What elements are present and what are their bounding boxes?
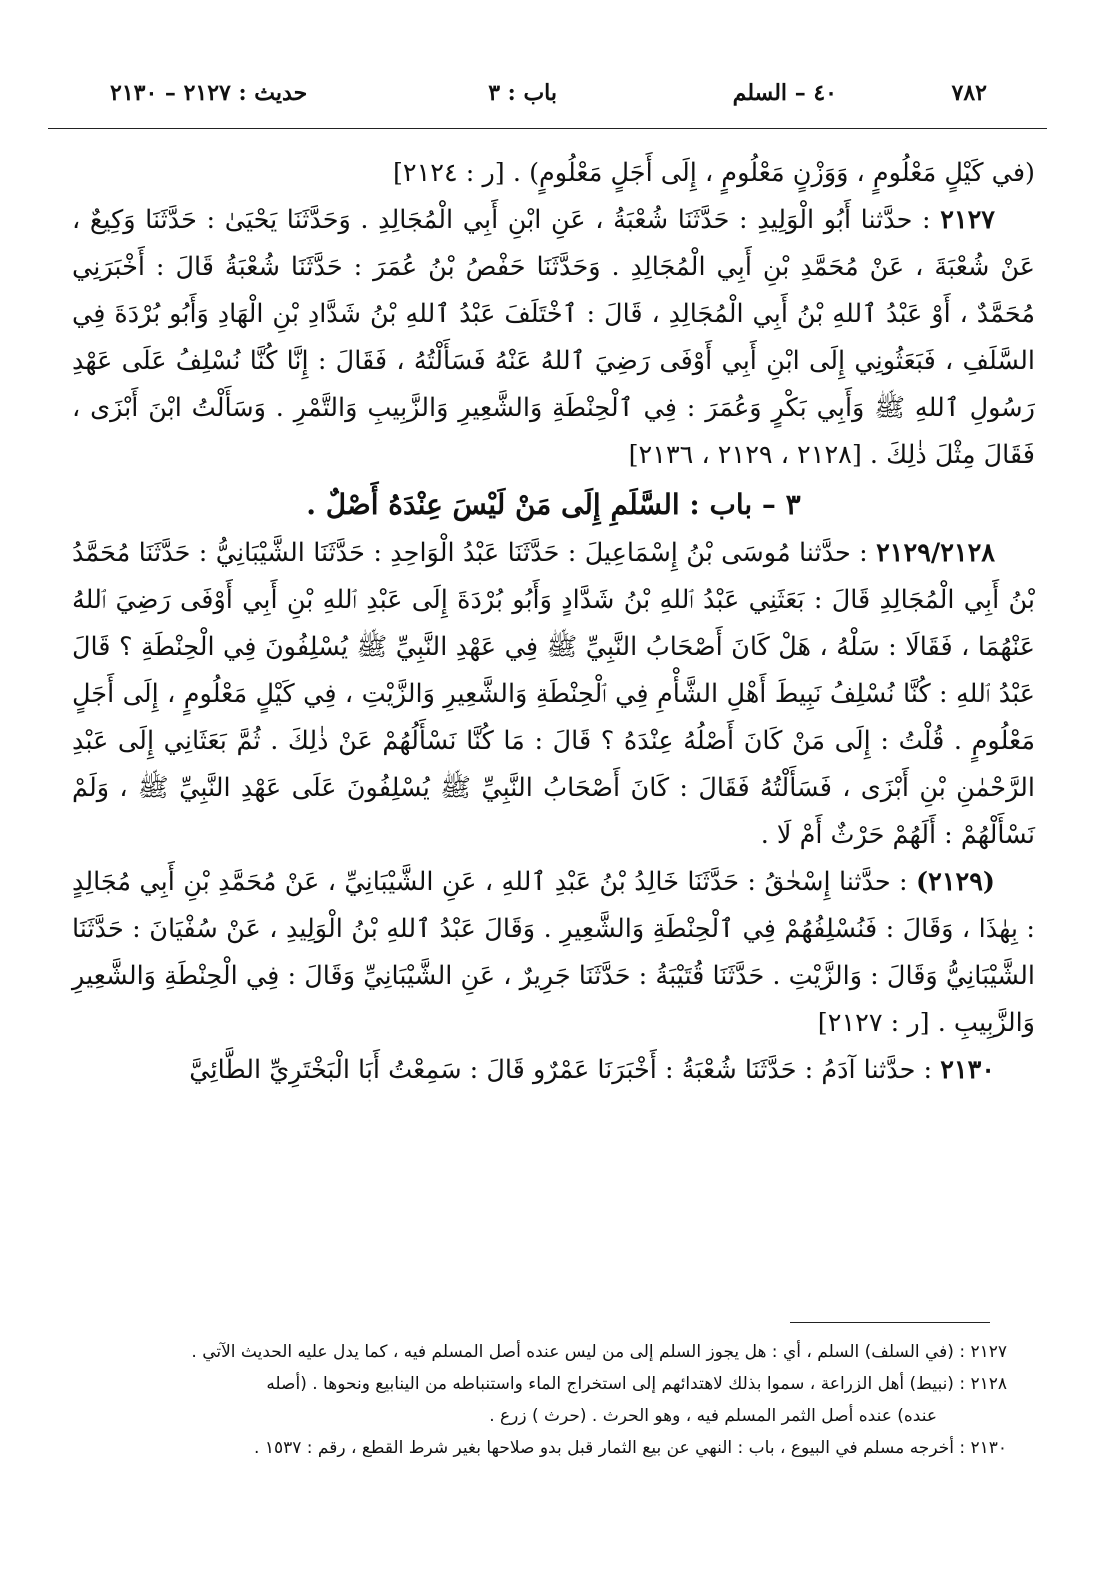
hadith-text: : حدَّثنا مُوسَى بْنُ إِسْمَاعِيلَ : حَدَّثَنَا عَبْدُ الْوَاحِدِ : حَدَّثَنَا الشَّيْبَانِيُّ : حَدَّثَنَا مُحَمَّدُ بْنُ أَبِي الْمُجَالِدِ قَالَ : بَعَثَنِي عَبْدُ ٱللهِ بْنُ شَدَّادٍ وَأَبُو بُرْدَةَ إِلَى عَبْدِ ٱللهِ بْنِ أَبِي أَوْفَى رَضِيَ ٱللهُ عَنْهُمَا ، فَقَالَا : سَلْهُ ، هَلْ كَانَ أَصْحَابُ النَّبِيِّ ﷺ فِي عَهْدِ النَّبِيِّ ﷺ يُسْلِفُونَ فِي الْحِنْطَةِ ؟ قَالَ عَبْدُ ٱللهِ : كُنَّا نُسْلِفُ نَبِيطَ أَهْلِ الشَّأْمِ فِي ٱلْحِنْطَةِ وَالشَّعِيرِ وَالزَّيْتِ ، فِي كَيْلٍ مَعْلُومٍ ، إِلَى أَجَلٍ مَعْلُومٍ . قُلْتُ : إِلَى مَنْ كَانَ أَصْلُهُ عِنْدَهُ ؟ قَالَ : مَا كُنَّا نَسْأَلُهُمْ عَنْ ذٰلِكَ . ثُمَّ بَعَثَانِي إِلَى عَبْدِ الرَّحْمٰنِ بْنِ أَبْزَى ، فَسَأَلْتُهُ فَقَالَ : كَانَ أَصْحَابُ النَّبِيِّ ﷺ يُسْلِفُونَ عَلَى عَهْدِ النَّبِيِّ ﷺ ، وَلَمْ نَسْأَلْهُمْ : أَلَهُمْ حَرْثٌ أَمْ لَا . [72,538,1035,850]
footnote-2128-continued: عنده) عنده أصل الثمر المسلم فيه ، وهو الحرث . (حرث ) زرع . [489,1406,937,1426]
hadith-range: حديث : ٢١٢٧ – ٢١٣٠ [110,80,308,106]
hadith-number: ٢١٢٧ [940,205,995,235]
main-text [72,150,1035,1310]
hadith-number: ٢١٢٩/٢١٢٨ [876,538,995,568]
chapter-title: ٤٠ – السلم [732,80,837,106]
continued-line: (في كَيْلٍ مَعْلُومٍ ، وَوَزْنٍ مَعْلُومٍ ، إِلَى أَجَلٍ مَعْلُومٍ) . [ر : ٢١٢٤] [392,158,1035,188]
running-header [110,72,987,116]
footnote-2127: ٢١٢٧ : (في السلف) السلم ، أي : هل يجوز السلم إلى من ليس عنده أصل المسلم فيه ، كما يدل عليه الحديث الآتي . [191,1342,1007,1362]
hadith-2127 [72,197,1035,479]
page-number: ٧٨٢ [951,80,987,106]
hadith-number: (٢١٢٩) [916,867,995,897]
footnote-2130: ٢١٣٠ : أخرجه مسلم في البيوع ، باب : النهي عن بيع الثمار قبل بدو صلاحها بغير شرط القطع ، رقم : ١٥٣٧ . [254,1438,1007,1458]
hadith-text: : حدَّثنا إِسْحٰقُ : حَدَّثَنَا خَالِدُ بْنُ عَبْدِ ٱللهِ ، عَنِ الشَّيْبَانِيِّ ، عَنْ مُحَمَّدِ بْنِ أَبِي مُجَالِدٍ : بِهٰذَا ، وَقَالَ : فَنُسْلِفُهُمْ فِي ٱلْحِنْطَةِ وَالشَّعِيرِ . وَقَالَ عَبْدُ ٱللهِ بْنُ الْوَلِيدِ ، عَنْ سُفْيَانَ : حَدَّثَنَا الشَّيْبَانِيُّ وَقَالَ : وَالزَّيْتِ . حَدَّثَنَا قُتَيْبَةُ : حَدَّثَنَا جَرِيرٌ ، عَنِ الشَّيْبَانِيِّ وَقَالَ : فِي الْحِنْطَةِ وَالشَّعِيرِ وَالزَّبِيبِ . [ر : ٢١٢٧] [72,867,1035,1038]
hadith-number: ٢١٣٠ [940,1055,995,1085]
chapter-heading: ٣ – باب : السَّلَمِ إِلَى مَنْ لَيْسَ عِنْدَهُ أَصْلٌ . [306,488,801,521]
hadith-2128 [72,530,1035,859]
hadith-2130 [72,1047,1035,1094]
footnote-2128: ٢١٢٨ : (نبيط) أهل الزراعة ، سموا بذلك لاهتدائهم إلى استخراج الماء واستنباطه من الينابيع ونحوها . (أصله [266,1374,1007,1394]
hadith-text: : حدَّثنا آدَمُ : حَدَّثَنَا شُعْبَةُ : أَخْبَرَنَا عَمْرٌو قَالَ : سَمِعْتُ أَبَا الْبَخْتَرِيِّ الطَّائِيَّ [189,1055,933,1085]
hadith-2129 [72,859,1035,1047]
header-divider [48,128,1047,129]
footnotes [72,1336,1007,1464]
footnote-divider [790,1322,990,1323]
hadith-text: : حدَّثنا أَبُو الْوَلِيدِ : حَدَّثَنَا شُعْبَةُ ، عَنِ ابْنِ أَبِي الْمُجَالِدِ . وَحَدَّثَنَا يَحْيَىٰ : حَدَّثَنَا وَكِيعٌ ، عَنْ شُعْبَةَ ، عَنْ مُحَمَّدِ بْنِ أَبِي الْمُجَالِدِ . وَحَدَّثَنَا حَفْصُ بْنُ عُمَرَ : حَدَّثَنَا شُعْبَةُ قَالَ : أَخْبَرَنِي مُحَمَّدٌ ، أَوْ عَبْدُ ٱللهِ بْنُ أَبِي الْمُجَالِدِ ، قَالَ : ٱخْتَلَفَ عَبْدُ ٱللهِ بْنُ شَدَّادِ بْنِ الْهَادِ وَأَبُو بُرْدَةَ فِي السَّلَفِ ، فَبَعَثُونِي إِلَى ابْنِ أَبِي أَوْفَى رَضِيَ ٱللهُ عَنْهُ فَسَأَلْتُهُ ، فَقَالَ : إِنَّا كُنَّا نُسْلِفُ عَلَى عَهْدِ رَسُولِ ٱللهِ ﷺ وَأَبِي بَكْرٍ وَعُمَرَ : فِي ٱلْحِنْطَةِ وَالشَّعِيرِ وَالزَّبِيبِ وَالتَّمْرِ . وَسَأَلْتُ ابْنَ أَبْزَى ، فَقَالَ مِثْلَ ذٰلِكَ . [٢١٢٨ ، ٢١٢٩ ، ٢١٣٦] [72,205,1035,470]
bab-number: باب : ٣ [488,80,557,106]
